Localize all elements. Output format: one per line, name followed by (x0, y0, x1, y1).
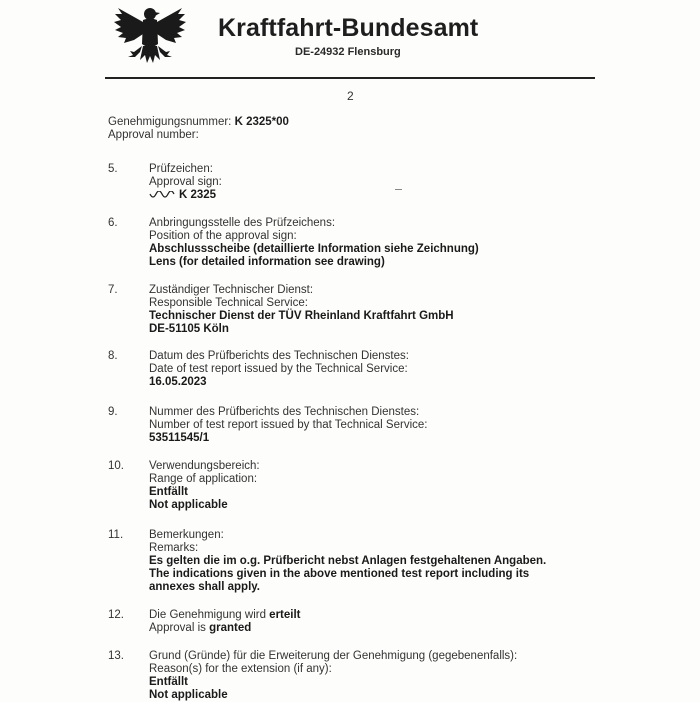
header-rule (105, 77, 595, 79)
approval-number-value: K 2325*00 (234, 116, 289, 128)
approval-number-label-en: Approval number: (108, 129, 199, 141)
item-value: erteilt (269, 609, 301, 621)
item-value: Abschlussscheibe (detaillierte Information siehe Zeichnung) (149, 243, 479, 255)
item-value: DE-51105 Köln (149, 323, 229, 335)
item-label-en: Number of test report issued by that Technical Service: (149, 419, 428, 431)
item-label-de: Grund (Gründe) für die Erweiterung der Genehmigung (gegebenenfalls): (149, 650, 518, 662)
item-value: Not applicable (149, 689, 228, 701)
scan-mark (395, 189, 402, 190)
item-number: 6. (108, 217, 118, 229)
item-label-de: Verwendungsbereich: (149, 460, 260, 472)
item-label-en: Remarks: (149, 542, 199, 554)
organization-address: DE-24932 Flensburg (295, 46, 401, 58)
item-label-de: Bemerkungen: (149, 529, 224, 541)
item-number: 10. (108, 460, 124, 472)
item-value: granted (209, 622, 252, 634)
item-label-en: Approval sign: (149, 176, 222, 188)
item-label-en: Reason(s) for the extension (if any): (149, 663, 332, 675)
item-value: 53511545/1 (149, 432, 210, 444)
approval-number-label-de: Genehmigungsnummer: (108, 116, 232, 128)
item-value: Lens (for detailed information see drawing) (149, 256, 385, 268)
item-value: 16.05.2023 (149, 376, 207, 388)
item-label-en: Position of the approval sign: (149, 230, 297, 242)
item-label-de: Datum des Prüfberichts des Technischen Dienstes: (149, 350, 409, 362)
item-number: 8. (108, 350, 118, 362)
item-value: Entfällt (149, 486, 188, 498)
item-number: 12. (108, 609, 124, 621)
item-number: 13. (108, 650, 124, 662)
federal-eagle-emblem (112, 0, 188, 70)
item-value: The indications given in the above mentioned test report including its (149, 568, 530, 580)
item-label-en: Range of application: (149, 473, 258, 485)
item-label-de: Anbringungsstelle des Prüfzeichens: (149, 217, 336, 229)
item-value: Not applicable (149, 499, 228, 511)
item-number: 11. (108, 529, 124, 541)
item-value: Entfällt (149, 676, 188, 688)
organization-name: Kraftfahrt-Bundesamt (218, 14, 479, 42)
item-label-en: Responsible Technical Service: (149, 297, 308, 309)
item-value: Technischer Dienst der TÜV Rheinland Kraftfahrt GmbH (149, 310, 454, 322)
item-number: 7. (108, 284, 118, 296)
page-number: 2 (347, 89, 354, 103)
item-label-de: Die Genehmigung wird (149, 609, 270, 621)
item-value: annexes shall apply. (149, 581, 261, 593)
item-value: K 2325 (179, 189, 217, 201)
item-value: Es gelten die im o.g. Prüfbericht nebst Anlagen festgehaltenen Angaben. (149, 555, 547, 567)
item-label-en: Approval is (149, 622, 210, 634)
wavy-line-icon (149, 191, 176, 201)
item-label-de: Prüfzeichen: (149, 163, 213, 175)
approval-number-block (108, 116, 289, 142)
item-number: 5. (108, 163, 118, 175)
item-label-de: Nummer des Prüfberichts des Technischen Dienstes: (149, 406, 420, 418)
item-label-de: Zuständiger Technischer Dienst: (149, 284, 314, 296)
item-number: 9. (108, 406, 118, 418)
item-label-en: Date of test report issued by the Technical Service: (149, 363, 408, 375)
